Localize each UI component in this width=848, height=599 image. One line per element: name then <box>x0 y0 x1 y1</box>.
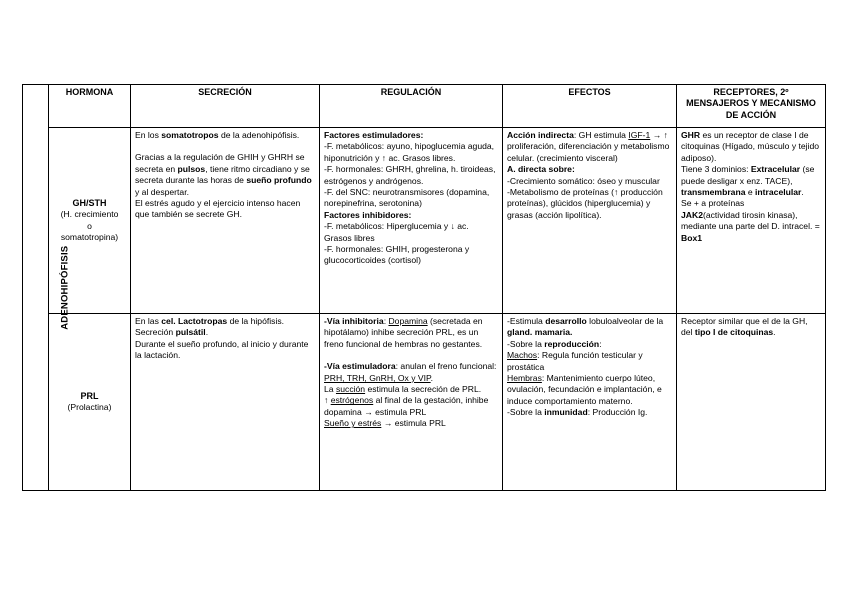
prl-rec-1: Receptor similar que el de la GH, del tipo I de citoquinas. <box>681 316 808 338</box>
prl-reg-4: ↑ estrógenos al final de la gestación, inhibe dopamina → estimula PRL <box>324 395 489 417</box>
prl-ef-3: Machos: Regula función testicular y prostática <box>507 350 643 372</box>
gh-reg-1: -F. metabólicos: ayuno, hipoglucemia aguda, hiponutrición y ↑ ac. Grasos libres. <box>324 141 495 163</box>
gh-desc-3: somatotropina) <box>60 231 119 242</box>
table-row-gh <box>23 128 826 314</box>
gh-ef-2: A. directa sobre: <box>507 164 575 175</box>
header-secrecion: SECRECIÓN <box>131 85 320 128</box>
gh-sec-2: Gracias a la regulación de GHIH y GHRH se secreta en pulsos, tiene ritmo circadiano y se secreta durante las horas de sueño profundo y al despertar. <box>135 152 312 197</box>
gh-desc-2: o <box>87 220 92 231</box>
gh-rec-4: JAK2(actividad tirosin kinasa), mediante una parte del D. intracel. = Box1 <box>681 209 820 243</box>
gh-ef-4: -Metabolismo de proteínas (↑ producción proteínas), glúcidos (hiperglucemia) y grasas (acción lipolítica). <box>507 187 663 220</box>
prl-ef-1: -Estimula desarrollo lobuloalveolar de la gland. mamaria. <box>507 316 664 338</box>
gh-efectos-cell <box>503 128 677 314</box>
gh-reg-4: -F. metabólicos: Hiperglucemia y ↓ ac. Grasos libres <box>324 221 469 243</box>
prl-reg-5: Sueño y estrés → estimula PRL <box>324 418 446 429</box>
prl-regulacion-cell <box>320 314 503 491</box>
prl-reg-3: La succión estimula la secreción de PRL. <box>324 384 482 395</box>
prl-secrecion-cell <box>131 314 320 491</box>
header-receptores: RECEPTORES, 2º MENSAJEROS Y MECANISMO DE ACCIÓN <box>677 85 826 128</box>
gh-reg-5: -F. hormonales: GHIH, progesterona y glucocorticoides (cortisol) <box>324 244 470 266</box>
prl-receptores-cell <box>677 314 826 491</box>
gh-ef-1: Acción indirecta: GH estimula IGF-1 → ↑ proliferación, diferenciación y metabolismo celular. (crecimiento visceral) <box>507 130 670 163</box>
gh-ef-3: -Crecimiento somático: óseo y muscular <box>507 175 660 186</box>
gh-reg-3: -F. del SNC: neurotransmisores (dopamina, norepinefrina, serotonina) <box>324 187 490 209</box>
prl-sec-2: Secreción pulsátil. <box>135 327 209 338</box>
prl-name: PRL <box>80 390 99 401</box>
prl-desc: (Prolactina) <box>67 402 112 412</box>
prl-ef-5: -Sobre la inmunidad: Producción Ig. <box>507 407 648 418</box>
prl-ef-4: Hembras: Mantenimiento cuerpo lúteo, ovulación, fecundación e implantación, e induce comportamiento materno. <box>507 373 662 406</box>
gh-sec-1: En los somatotropos de la adenohipófisis. <box>135 130 300 140</box>
header-hormona: HORMONA <box>49 85 131 128</box>
prl-sec-1: En las cel. Lactotropas de la hipófisis. <box>135 316 285 326</box>
section-label-cell <box>23 85 71 491</box>
prl-hormone-cell <box>49 314 131 491</box>
gh-sec-3: El estrés agudo y el ejercicio intenso hacen que también se secrete GH. <box>135 198 301 220</box>
table-row-prl <box>23 314 826 491</box>
section-label: ADENOHIPÓFISIS <box>59 245 71 330</box>
gh-reg-2: -F. hormonales: GHRH, ghrelina, h. tiroideas, estrógenos y andrógenos. <box>324 164 496 186</box>
gh-name: GH/STH <box>72 197 107 208</box>
prl-efectos-cell <box>503 314 677 491</box>
gh-reg-heading-1: Factores estimuladores: <box>324 130 424 140</box>
gh-desc-1: (H. crecimiento <box>60 209 119 220</box>
gh-regulacion-cell <box>320 128 503 314</box>
gh-receptores-cell <box>677 128 826 314</box>
header-regulacion: REGULACIÓN <box>320 85 503 128</box>
prl-reg-1: -Vía inhibitoria: Dopamina (secretada en hipotálamo) inhibe secreción PRL, es un freno funcional de hembras no gestantes. <box>324 316 483 349</box>
hormone-table <box>22 84 826 491</box>
gh-rec-3: Se + a proteínas <box>681 198 745 209</box>
gh-secrecion-cell <box>131 128 320 314</box>
header-row <box>23 85 826 128</box>
prl-ef-2: -Sobre la reproducción: <box>507 338 602 349</box>
gh-rec-1: GHR es un receptor de clase I de citoquinas (Hígado, músculo y tejido adiposo). <box>681 130 820 163</box>
prl-sec-3: Durante el sueño profundo, al inicio y durante la lactación. <box>135 338 309 361</box>
gh-rec-2: Tiene 3 dominios: Extracelular (se puede desligar x enz. TACE), transmembrana e intracelular. <box>681 164 815 198</box>
prl-reg-2: -Vía estimuladora: anulan el freno funcional: PRH, TRH, GnRH, Ox y VIP. <box>324 361 497 383</box>
header-efectos: EFECTOS <box>503 85 677 128</box>
gh-reg-heading-2: Factores inhibidores: <box>324 209 412 220</box>
